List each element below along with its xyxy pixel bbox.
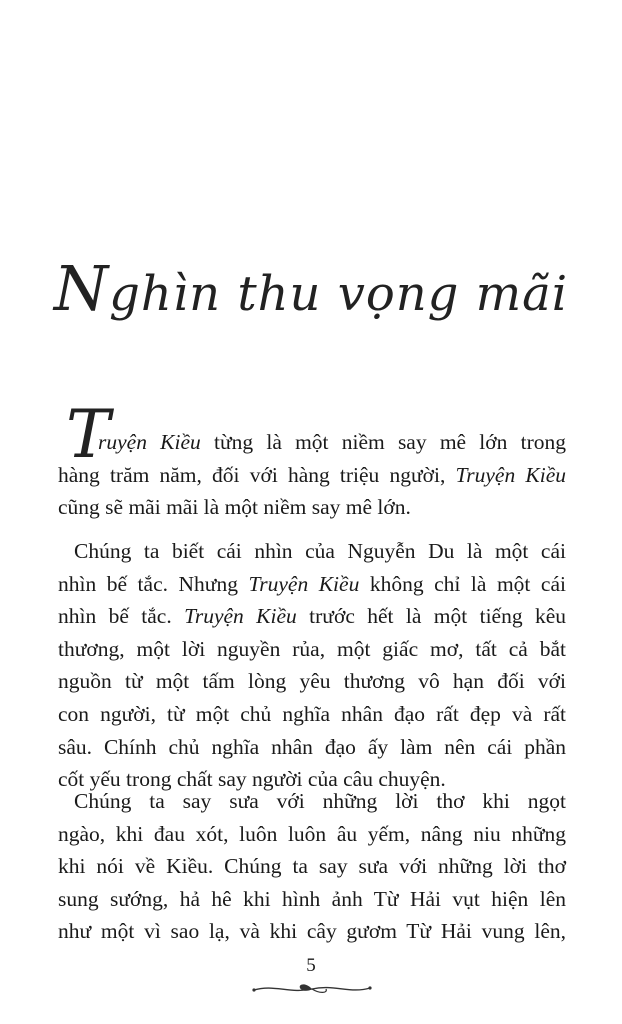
- page-number: 5: [306, 955, 316, 976]
- text-line: ruyện Kiều từng là một niềm say mê lớn trong: [98, 430, 566, 454]
- text-line: Chúng ta biết cái nhìn của Nguyễn Du là một cái: [74, 539, 566, 563]
- text-line: con người, từ một chủ nghĩa nhân đạo rất đẹp và rất: [58, 701, 566, 726]
- text-line: sâu. Chính chủ nghĩa nhân đạo ấy làm nên cái phần: [58, 734, 566, 759]
- chapter-title-initial: N: [53, 252, 110, 325]
- text-line: khi nói về Kiều. Chúng ta say sưa với những lời thơ: [58, 854, 566, 879]
- text-line: nguồn từ một tấm lòng yêu thương vô hạn đối với: [58, 669, 566, 694]
- text-line: cốt yếu trong chất say người của câu chuyện.: [58, 767, 446, 792]
- chapter-title-rest: ghìn thu vọng mãi: [109, 266, 569, 322]
- text-line: thương, một lời nguyền rủa, một giấc mơ, tất cả bắt: [58, 636, 566, 661]
- paragraph-1: [58, 426, 566, 524]
- text-line: cũng sẽ mãi mãi là một niềm say mê lớn.: [58, 495, 411, 520]
- text-line: sung sướng, hả hê khi hình ảnh Từ Hải vụt hiện lên: [58, 886, 566, 911]
- paragraph-3: [58, 785, 566, 948]
- paragraph-2: [58, 535, 566, 796]
- flourish-ornament-icon: [250, 978, 374, 1000]
- drop-cap: T: [66, 396, 111, 473]
- text-line: nhìn bế tắc. Nhưng Truyện Kiều không chỉ là một cái: [58, 571, 566, 596]
- text-line: ngào, khi đau xót, luôn luôn âu yếm, nâng niu những: [58, 821, 566, 846]
- text-line: như một vì sao lạ, và khi cây gươm Từ Hải vung lên,: [58, 919, 566, 944]
- text-line: nhìn bế tắc. Truyện Kiều trước hết là một tiếng kêu: [58, 604, 566, 629]
- text-line: hàng trăm năm, đối với hàng triệu người, Truyện Kiều: [58, 462, 566, 487]
- chapter-title: [0, 252, 622, 325]
- text-line: Chúng ta say sưa với những lời thơ khi ngọt: [74, 789, 566, 813]
